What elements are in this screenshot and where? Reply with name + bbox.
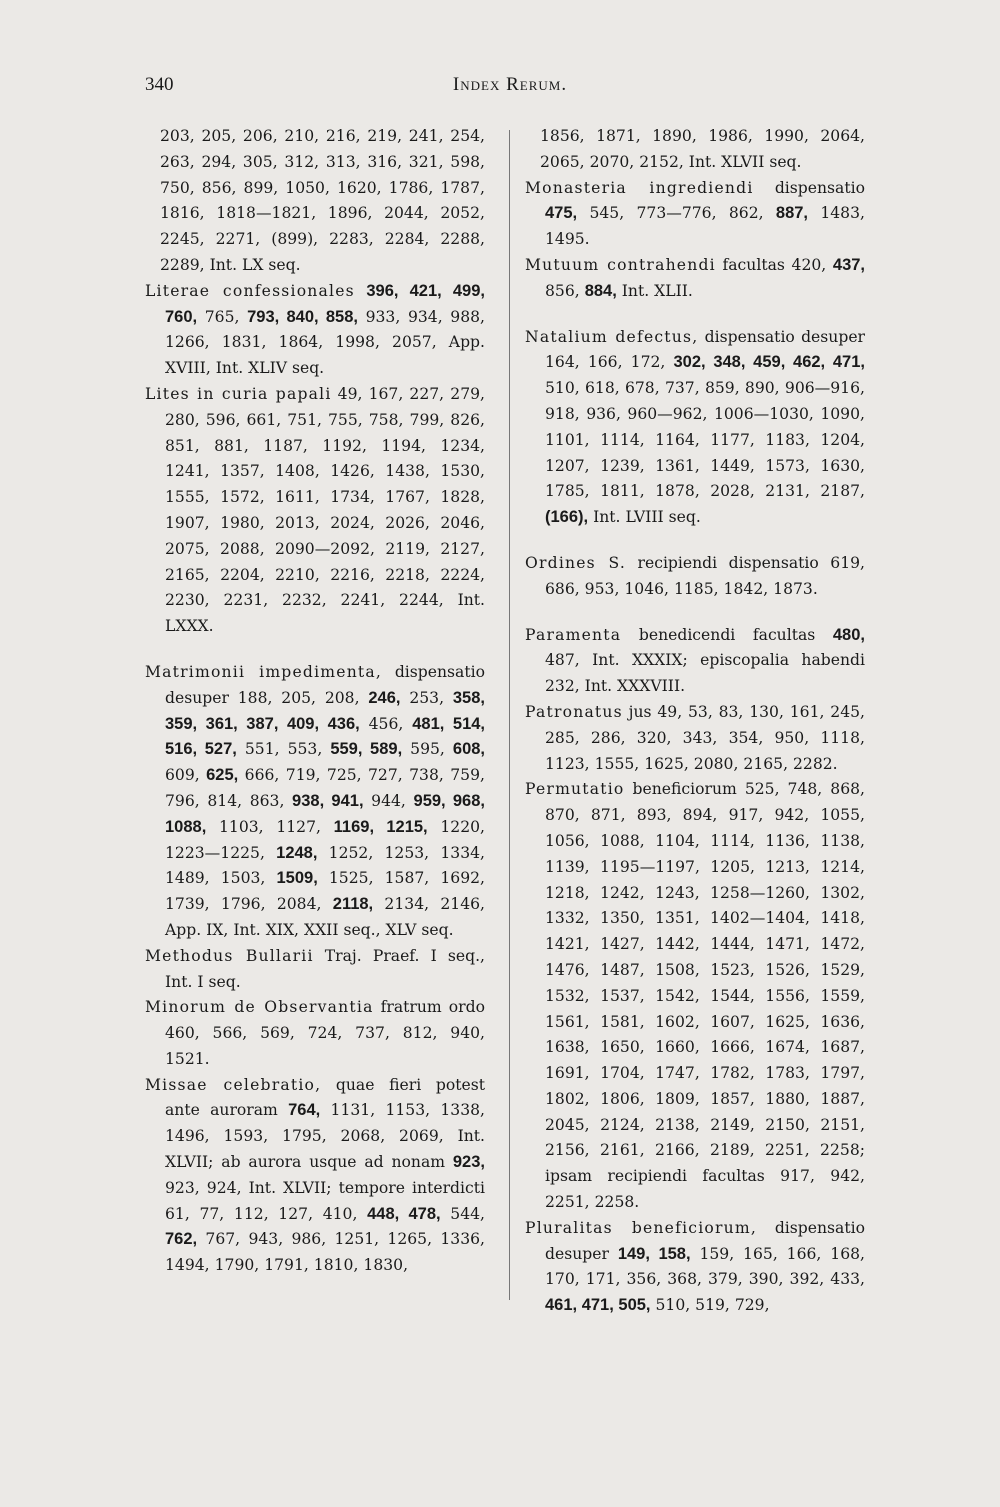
index-entry: Patronatus jus 49, 53, 83, 130, 161, 245, 285, 286, 320, 343, 354, 950, 1118, 1123, 1555, 1625, 2080, 2165, 2282. [525,702,865,773]
index-entry: Mutuum contrahendi facultas 420, 437, 856, 884, Int. XLII. [525,255,866,300]
index-column-right [525,124,865,1319]
index-entry: Literae confessionales 396, 421, 499, 760, 765, 793, 840, 858, 933, 934, 988, 1266, 1831, 1864, 1998, 2057, App. XVIII, Int. XLIV seq. [145,281,486,378]
index-entry: Matrimonii impedimenta, dispensatio desuper 188, 205, 208, 246, 253, 358, 359, 361, 387, 409, 436, 456, 481, 514, 516, 527, 551, 553, 559, 589, 595, 608, 609, 625, 666, 719, 725, 727, 738, 759, 796, 814, 863, 938, 941, 944, 959, 968, 1088, 1103, 1127, 1169, 1215, 1220, 1223—1225, 1248, 1252, 1253, 1334, 1489, 1503, 1509, 1525, 1587, 1692, 1739, 1796, 2084, 2118, 2134, 2146, App. IX, Int. XIX, XXII seq., XLV seq. [145,662,486,939]
index-entry: Minorum de Observantia fratrum ordo 460, 566, 569, 724, 737, 812, 940, 1521. [145,998,485,1068]
index-entry: Ordines S. recipiendi dispensatio 619, 686, 953, 1046, 1185, 1842, 1873. [525,553,865,598]
index-entry-continuation: 203, 205, 206, 210, 216, 219, 241, 254, 263, 294, 305, 312, 313, 316, 321, 598, 750, 856, 899, 1050, 1620, 1786, 1787, 1816, 1818—1821, 1896, 2044, 2052, 2245, 2271, (899), 2283, 2284, 2288, 2289, Int. LX seq. [160,127,485,274]
index-entry: Methodus Bullarii Traj. Praef. I seq., Int. I seq. [145,946,486,991]
index-entry: Missae celebratio, quae fieri potest ante auroram 764, 1131, 1153, 1338, 1496, 1593, 1795, 2068, 2069, Int. XLVII; ab aurora usque ad nonam 923, 923, 924, Int. XLVII; tempore interdicti 61, 77, 112, 127, 410, 448, 478, 544, 762, 767, 943, 986, 1251, 1265, 1336, 1494, 1790, 1791, 1810, 1830, [145,1075,486,1275]
index-entry: Pluralitas beneficiorum, dispensatio desuper 149, 158, 159, 165, 166, 168, 170, 171, 356, 368, 379, 390, 392, 433, 461, 471, 505, 510, 519, 729, [525,1218,865,1315]
index-entry: Natalium defectus, dispensatio desuper 164, 166, 172, 302, 348, 459, 462, 471, 510, 618, 678, 737, 859, 890, 906—916, 918, 936, 960—962, 1006—1030, 1090, 1101, 1114, 1164, 1177, 1183, 1204, 1207, 1239, 1361, 1449, 1573, 1630, 1785, 1811, 1878, 2028, 2131, 2187, (166), Int. LVIII seq. [525,327,865,527]
index-entry: Permutatio beneficiorum 525, 748, 868, 870, 871, 893, 894, 917, 942, 1055, 1056, 1088, 1104, 1114, 1136, 1138, 1139, 1195—1197, 1205, 1213, 1214, 1218, 1242, 1243, 1258—1260, 1302, 1332, 1350, 1351, 1402—1404, 1418, 1421, 1427, 1442, 1444, 1471, 1472, 1476, 1487, 1508, 1523, 1526, 1529, 1532, 1537, 1542, 1544, 1556, 1559, 1561, 1581, 1602, 1607, 1625, 1636, 1638, 1650, 1660, 1666, 1674, 1687, 1691, 1704, 1747, 1782, 1783, 1797, 1802, 1806, 1809, 1857, 1880, 1887, 2045, 2124, 2138, 2149, 2150, 2151, 2156, 2161, 2166, 2189, 2251, 2258; ipsam recipiendi facultas 917, 942, 2251, 2258. [525,780,865,1212]
page-number: 340 [145,74,174,95]
column-divider [509,130,510,1300]
page-header [145,74,875,104]
running-title: Index Rerum. [452,74,568,95]
index-entry: Paramenta benedicendi facultas 480, 487, Int. XXXIX; episcopalia habendi 232, Int. XXXVIII. [525,625,865,696]
index-entry: Lites in curia papali 49, 167, 227, 279, 280, 596, 661, 751, 755, 758, 799, 826, 851, 881, 1187, 1192, 1194, 1234, 1241, 1357, 1408, 1426, 1438, 1530, 1555, 1572, 1611, 1734, 1767, 1828, 1907, 1980, 2013, 2024, 2026, 2046, 2075, 2088, 2090—2092, 2119, 2127, 2165, 2204, 2210, 2216, 2218, 2224, 2230, 2231, 2232, 2241, 2244, Int. LXXX. [145,384,485,636]
index-column-left [145,124,485,1279]
index-entry-continuation: 1856, 1871, 1890, 1986, 1990, 2064, 2065, 2070, 2152, Int. XLVII seq. [540,127,865,171]
index-entry: Monasteria ingrediendi dispensatio 475, 545, 773—776, 862, 887, 1483, 1495. [525,178,865,249]
